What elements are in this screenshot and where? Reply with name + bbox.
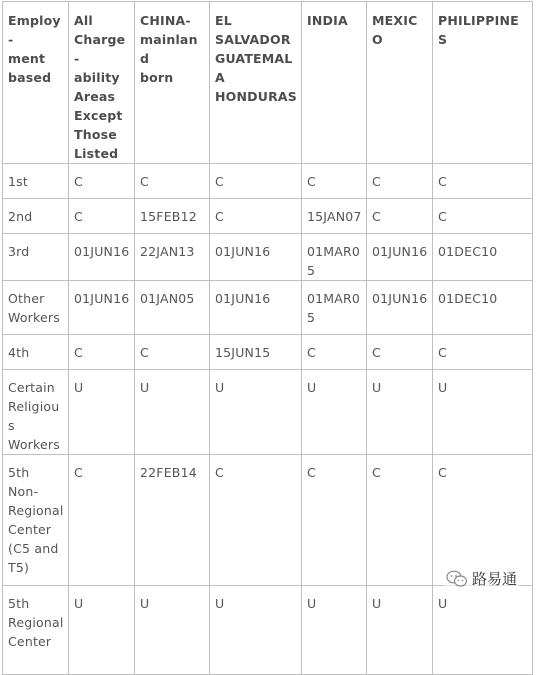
table-cell: U bbox=[433, 586, 533, 675]
table-cell: 15FEB12 bbox=[135, 199, 210, 234]
table-cell: C bbox=[135, 164, 210, 199]
row-label: 5th Non- Regional Center (C5 and T5) bbox=[3, 455, 69, 586]
row-label: 1st bbox=[3, 164, 69, 199]
table-cell: 22JAN13 bbox=[135, 234, 210, 281]
table-row bbox=[3, 281, 533, 335]
table-cell: C bbox=[210, 199, 302, 234]
table-cell: U bbox=[433, 370, 533, 455]
row-label: 2nd bbox=[3, 199, 69, 234]
table-row bbox=[3, 164, 533, 199]
row-label: 5th Regional Center bbox=[3, 586, 69, 675]
table-row bbox=[3, 586, 533, 675]
table-cell: U bbox=[69, 586, 135, 675]
header-el-salvador: EL SALVADOR GUATEMALA HONDURAS bbox=[210, 2, 302, 164]
table-cell: C bbox=[433, 164, 533, 199]
table-cell: U bbox=[302, 586, 367, 675]
table-cell: C bbox=[367, 455, 433, 586]
table-cell: C bbox=[367, 164, 433, 199]
table-cell: U bbox=[210, 370, 302, 455]
table-cell: 01MAR05 bbox=[302, 234, 367, 281]
header-philippines: PHILIPPINES bbox=[433, 2, 533, 164]
table-cell: C bbox=[433, 199, 533, 234]
row-label: 4th bbox=[3, 335, 69, 370]
table-cell: 01JUN16 bbox=[367, 234, 433, 281]
header-row bbox=[3, 2, 533, 164]
wechat-icon bbox=[446, 570, 468, 588]
table-cell: C bbox=[302, 455, 367, 586]
table-cell: U bbox=[302, 370, 367, 455]
table-cell: U bbox=[367, 586, 433, 675]
table-cell: U bbox=[69, 370, 135, 455]
table-cell: 01JAN05 bbox=[135, 281, 210, 335]
table-cell: C bbox=[69, 335, 135, 370]
header-employment-based: Employ- ment based bbox=[3, 2, 69, 164]
row-label: 3rd bbox=[3, 234, 69, 281]
table-cell: C bbox=[433, 335, 533, 370]
table-cell: C bbox=[135, 335, 210, 370]
table-cell: C bbox=[367, 199, 433, 234]
header-mexico: MEXICO bbox=[367, 2, 433, 164]
table-row bbox=[3, 335, 533, 370]
table-row bbox=[3, 455, 533, 586]
table-cell: 01DEC10 bbox=[433, 234, 533, 281]
watermark-text: 路易通 bbox=[471, 570, 517, 588]
table-cell: U bbox=[135, 586, 210, 675]
table-cell: U bbox=[367, 370, 433, 455]
table-cell: C bbox=[433, 455, 533, 586]
table-cell: U bbox=[210, 586, 302, 675]
table-cell: C bbox=[210, 455, 302, 586]
row-label: Certain Religious Workers bbox=[3, 370, 69, 455]
table-row bbox=[3, 370, 533, 455]
table-cell: C bbox=[69, 455, 135, 586]
table-cell: C bbox=[302, 164, 367, 199]
table-cell: C bbox=[210, 164, 302, 199]
row-label: Other Workers bbox=[3, 281, 69, 335]
table-cell: U bbox=[135, 370, 210, 455]
table-cell: 22FEB14 bbox=[135, 455, 210, 586]
table-cell: C bbox=[69, 199, 135, 234]
table-cell: 01MAR05 bbox=[302, 281, 367, 335]
header-all-chargeability: All Charge- ability Areas Except Those Listed bbox=[69, 2, 135, 164]
table-cell: C bbox=[367, 335, 433, 370]
table-cell: C bbox=[302, 335, 367, 370]
watermark bbox=[444, 568, 519, 589]
table-row bbox=[3, 234, 533, 281]
table-cell: 01JUN16 bbox=[210, 281, 302, 335]
table-cell: 01JUN16 bbox=[69, 281, 135, 335]
table-cell: 01JUN16 bbox=[210, 234, 302, 281]
table-cell: C bbox=[69, 164, 135, 199]
header-india: INDIA bbox=[302, 2, 367, 164]
table-cell: 15JUN15 bbox=[210, 335, 302, 370]
table-cell: 01JUN16 bbox=[69, 234, 135, 281]
header-china: CHINA- mainland born bbox=[135, 2, 210, 164]
table-cell: 15JAN07 bbox=[302, 199, 367, 234]
table-cell: 01JUN16 bbox=[367, 281, 433, 335]
table-cell: 01DEC10 bbox=[433, 281, 533, 335]
table-row bbox=[3, 199, 533, 234]
